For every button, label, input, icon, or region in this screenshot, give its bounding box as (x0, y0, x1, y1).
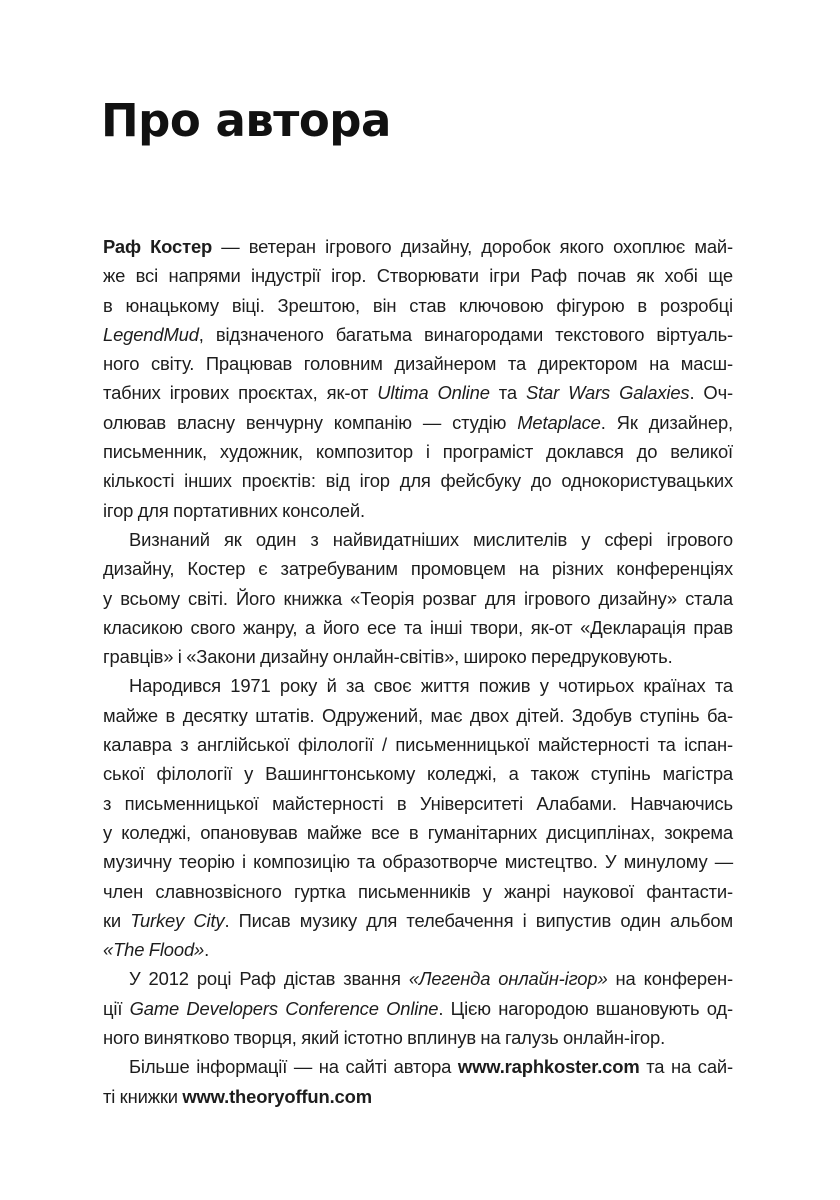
text-line (103, 1023, 733, 1052)
text-span: табних ігрових проєктах, як-от (103, 382, 378, 404)
text-line (103, 496, 733, 525)
italic-text: Metaplace (517, 411, 601, 433)
italic-text: Turkey City (130, 909, 225, 931)
text-span: на конферен- (607, 968, 734, 990)
text-span: ті книжки (103, 1085, 183, 1107)
text-line (103, 291, 733, 320)
text-span: ки (103, 909, 131, 931)
bold-text: www.theoryoffun.com (182, 1085, 372, 1107)
text-span: класикою свого жанру, а його есе та інші твори, як-от «Декларація прав (103, 616, 733, 638)
text-line (103, 877, 733, 906)
text-span: — ветеран ігрового дизайну, доробок якого охоплює май- (212, 236, 733, 257)
text-span: майже в десятку штатів. Одружений, має двох дітей. Здобув ступінь ба- (103, 704, 733, 726)
paragraph (103, 232, 733, 525)
text-span: кількості інших проєктів: від ігор для фейсбуку до однокористувацьких (103, 470, 733, 492)
italic-text: Star Wars Galaxies (525, 382, 690, 404)
text-span: гравців» і «Закони дизайну онлайн-світів», широко передруковують. (103, 646, 673, 668)
italic-text: «The Flood» (103, 939, 205, 961)
text-span: ської філології у Вашингтонському коледжі, а також ступінь магістра (103, 763, 733, 785)
text-span: . (204, 939, 210, 961)
text-span: в юнацькому віці. Зрештою, він став ключовою фігурою в розробці (103, 294, 733, 316)
text-line (103, 261, 733, 290)
text-span: письменник, художник, композитор і програміст доклався до великої (103, 441, 733, 463)
text-line (103, 906, 733, 935)
text-span: з письменницької майстерності в Університеті Алабами. Навчаючись (103, 792, 733, 814)
text-span: та (489, 382, 526, 404)
text-line (103, 935, 733, 964)
text-line (103, 437, 733, 466)
text-line (103, 408, 733, 437)
paragraph (103, 964, 733, 1052)
text-line (103, 994, 733, 1023)
text-line (103, 1052, 733, 1081)
text-span: музичну теорію і композицію та образотворче мистецтво. У минулому — (103, 851, 733, 873)
text-line (103, 584, 733, 613)
paragraph (103, 1052, 733, 1111)
text-line (103, 378, 733, 407)
italic-text: «Легенда онлайн-ігор» (408, 968, 608, 990)
text-span: Народився 1971 року й за своє життя пожив у чотирьох країнах та (129, 675, 733, 697)
text-line (103, 964, 733, 993)
text-span: та на сай- (639, 1056, 734, 1078)
text-span: ігор для портативних консолей. (103, 499, 365, 521)
text-line (103, 349, 733, 378)
page-title: Про автора (101, 94, 391, 147)
text-line (103, 466, 733, 495)
paragraph (103, 525, 733, 671)
text-line (103, 1082, 733, 1111)
text-line (103, 232, 733, 261)
italic-text: Ultima Online (377, 382, 490, 404)
text-span: . Цією нагородою вшановують од- (438, 997, 733, 1019)
text-line (103, 613, 733, 642)
text-line (103, 818, 733, 847)
text-span: Визнаний як один з найвидатніших мислителів у сфері ігрового (129, 528, 733, 550)
text-line (103, 320, 733, 349)
text-span: дизайну, Костер є затребуваним промовцем на різних конференціях (103, 558, 733, 580)
text-line (103, 525, 733, 554)
text-line (103, 701, 733, 730)
text-span: же всі напрями індустрії ігор. Створювати ігри Раф почав як хобі ще (103, 265, 733, 287)
text-span: член славнозвісного гуртка письменників у жанрі наукової фантасти- (103, 880, 733, 902)
text-span: . Писав музику для телебачення і випустив один альбом (224, 909, 733, 931)
text-span: . Як дизайнер, (600, 411, 733, 433)
text-span: ції (103, 997, 130, 1019)
text-line (103, 554, 733, 583)
italic-text: Game Developers Conference Online (129, 997, 439, 1019)
text-span: у коледжі, опановував майже все в гуманітарних дисциплінах, зокрема (103, 821, 733, 843)
text-span: калавра з англійської філології / письменницької майстерності та іспан- (103, 734, 733, 756)
text-line (103, 642, 733, 671)
text-span: . Оч- (689, 382, 733, 404)
text-line (103, 789, 733, 818)
paragraph (103, 671, 733, 964)
text-span: олював власну венчурну компанію — студію (103, 411, 518, 433)
text-line (103, 759, 733, 788)
italic-text: LegendMud (103, 323, 199, 345)
bold-text: Раф Костер (103, 236, 213, 257)
text-span: Більше інформації — на сайті автора (129, 1056, 458, 1078)
text-line (103, 730, 733, 759)
text-line (103, 847, 733, 876)
text-span: У 2012 році Раф дістав звання (129, 968, 409, 990)
text-span: , відзначеного багатьма винагородами текстового віртуаль- (198, 323, 733, 345)
text-span: у всьому світі. Його книжка «Теорія розваг для ігрового дизайну» стала (103, 587, 733, 609)
text-span: ного світу. Працював головним дизайнером та директором на масш- (103, 353, 733, 375)
bold-text: www.raphkoster.com (457, 1056, 640, 1078)
text-span: ного винятково творця, який істотно вплинув на галузь онлайн-ігор. (103, 1027, 666, 1049)
about-author-text (103, 232, 733, 1111)
text-line (103, 671, 733, 700)
